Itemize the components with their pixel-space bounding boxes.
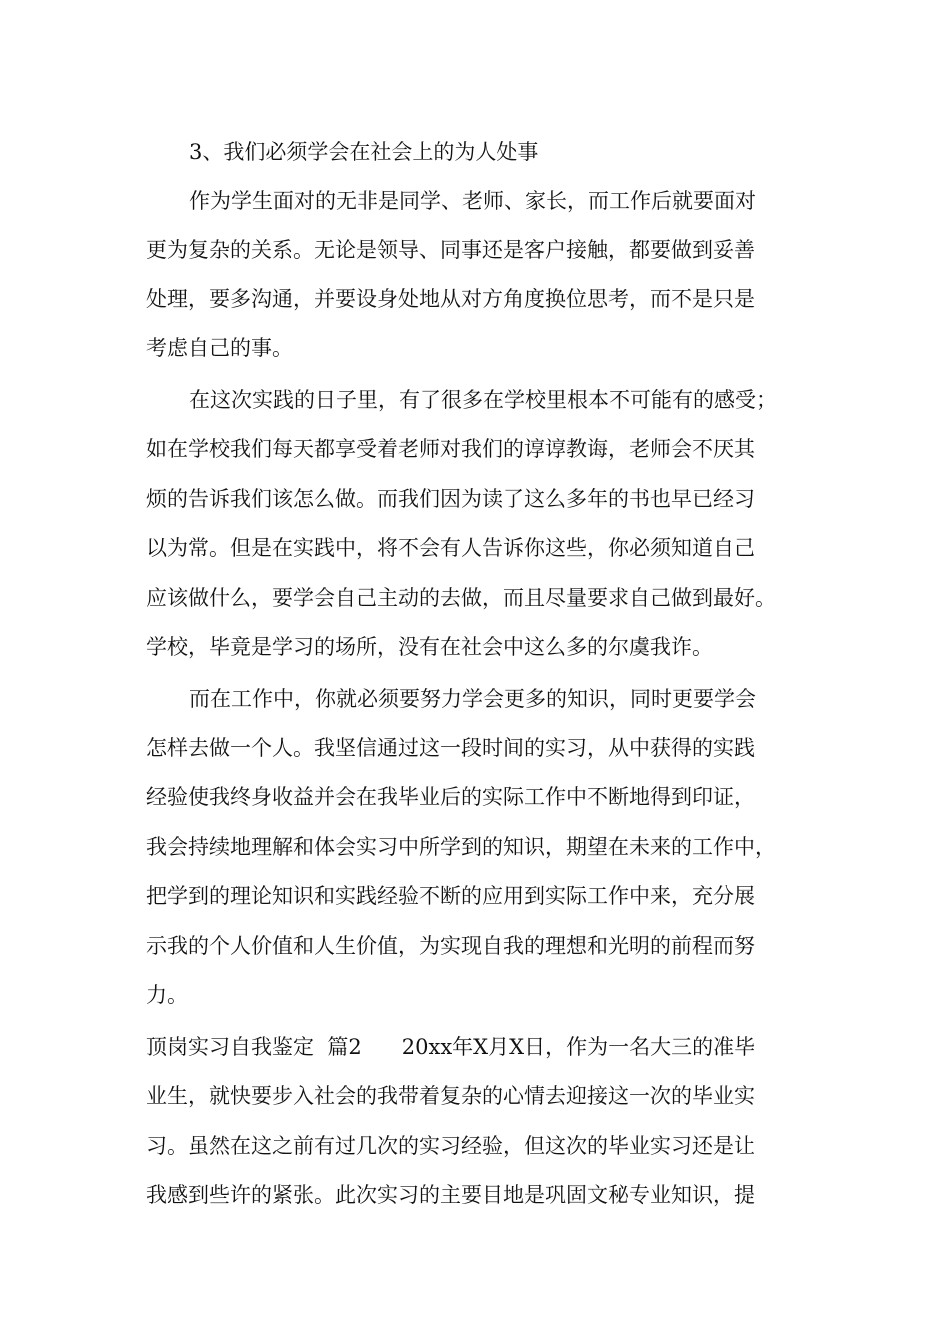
paragraph-line: 经验使我终身收益并会在我毕业后的实际工作中不断地得到印证， — [146, 785, 755, 809]
paragraph-line: 如在学校我们每天都享受着老师对我们的谆谆教诲，老师会不厌其 — [146, 437, 755, 461]
paragraph-line: 我感到些许的紧张。此次实习的主要目地是巩固文秘专业知识，提 — [146, 1183, 755, 1207]
paragraph-line: 习。虽然在这之前有过几次的实习经验，但这次的毕业实习还是让 — [146, 1134, 755, 1158]
paragraph-line: 力。 — [146, 983, 188, 1007]
paragraph-line: 把学到的理论知识和实践经验不断的应用到实际工作中来，充分展 — [146, 884, 755, 908]
paragraph-line: 业生，就快要步入社会的我带着复杂的心情去迎接这一次的毕业实 — [146, 1084, 755, 1108]
paragraph-line: 以为常。但是在实践中，将不会有人告诉你这些，你必须知道自己 — [146, 536, 755, 560]
paragraph-line: 烦的告诉我们该怎么做。而我们因为读了这么多年的书也早已经习 — [146, 487, 755, 511]
paragraph-line: 应该做什么，要学会自己主动的去做，而且尽量要求自己做到最好。 — [146, 586, 776, 610]
paragraph-line: 学校，毕竟是学习的场所，没有在社会中这么多的尔虞我诈。 — [146, 635, 713, 659]
paragraph-line: 在这次实践的日子里，有了很多在学校里根本不可能有的感受； — [189, 388, 777, 412]
paragraph-line: 而在工作中，你就必须要努力学会更多的知识，同时更要学会 — [189, 687, 756, 711]
paragraph-line: 更为复杂的关系。无论是领导、同事还是客户接触，都要做到妥善 — [146, 238, 755, 262]
paragraph-line: 作为学生面对的无非是同学、老师、家长，而工作后就要面对 — [189, 189, 756, 213]
paragraph-line: 示我的个人价值和人生价值，为实现自我的理想和光明的前程而努 — [146, 934, 755, 958]
paragraph-line: 我会持续地理解和体会实习中所学到的知识，期望在未来的工作中， — [146, 835, 776, 859]
paragraph-line: 处理，要多沟通，并要设身处地从对方角度换位思考，而不是只是 — [146, 287, 755, 311]
section-heading: 3、我们必须学会在社会上的为人处事 — [189, 140, 539, 164]
section-title-line: 顶岗实习自我鉴定 篇2 20xx年X月X日，作为一名大三的准毕 — [146, 1035, 756, 1059]
paragraph-line: 怎样去做一个人。我坚信通过这一段时间的实习，从中获得的实践 — [146, 736, 755, 760]
paragraph-line: 考虑自己的事。 — [146, 336, 293, 360]
